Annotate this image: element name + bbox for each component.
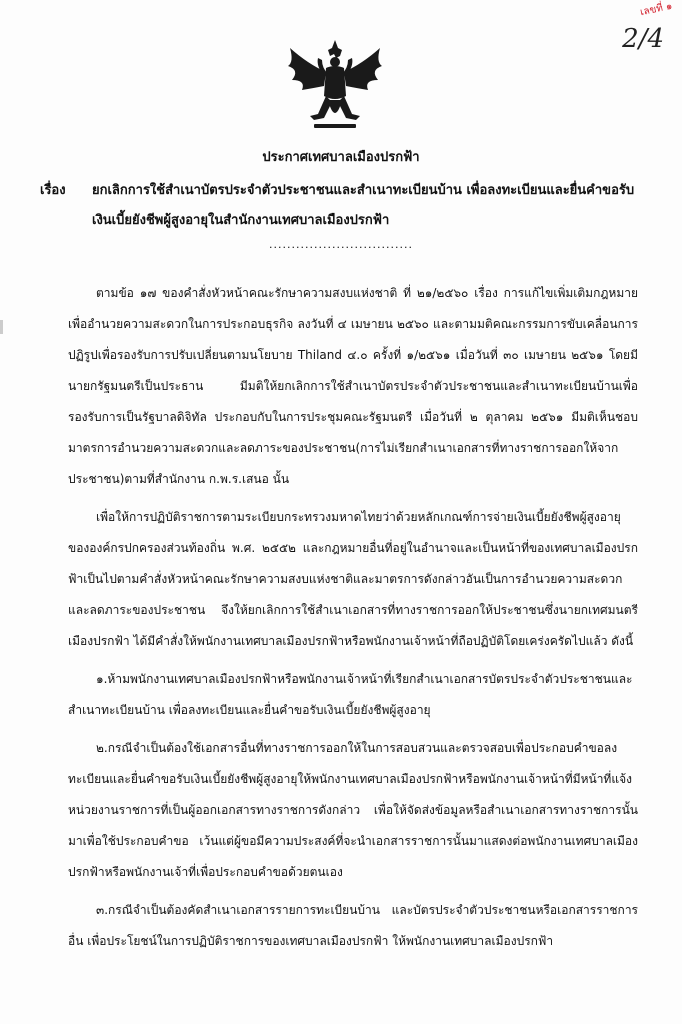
separator-dots: ................................ <box>269 238 413 251</box>
announcement-title: ประกาศเทศบาลเมืองปรกฟ้า <box>262 150 420 165</box>
paragraph-item-3: ๓.กรณีจำเป็นต้องคัดสำเนาเอกสารรายการทะเบียนบ้าน และบัตรประจำตัวประชาชนหรือเอกสารราชการอื่น เพื่อประโยชน์ในการปฏิบัติราชการของเทศบาลเมืองปรกฟ้า ให้พนักงานเทศบาลเมืองปรกฟ้า <box>68 903 638 948</box>
document-body <box>68 278 638 957</box>
paragraph-item-1: ๑.ห้ามพนักงานเทศบาลเมืองปรกฟ้าหรือพนักงานเจ้าหน้าที่เรียกสำเนาเอกสารบัตรประจำตัวประชาชนและสำเนาทะเบียนบ้าน เพื่อลงทะเบียนและยื่นคำขอรับเงินเบี้ยยังชีพผู้สูงอายุ <box>68 672 633 717</box>
handwritten-corner-note: เลขที่ ๑ <box>638 0 673 19</box>
garuda-emblem-icon <box>280 36 390 136</box>
paragraph-purpose: เพื่อให้การปฏิบัติราชการตามระเบียบกระทรวงมหาดไทยว่าด้วยหลักเกณฑ์การจ่ายเงินเบี้ยยังชีพผู้สูงอายุขององค์กรปกครองส่วนท้องถิ่น พ.ศ. ๒๕๕๒ และกฎหมายอื่นที่อยู่ในอำนาจและเป็นหน้าที่ของเทศบาลเมืองปรกฟ้าเป็นไปตามคำสั่งหัวหน้าคณะรักษาความสงบแห่งชาติและมาตรการดังกล่าวอันเป็นการอำนวยความสะดวกและลดภาระของประชาชน จึงให้ยกเลิกการใช้สำเนาเอกสารที่ทางราชการออกให้ประชาชนซึ่งนายกเทศมนตรีเมืองปรกฟ้า ได้มีคำสั่งให้พนักงานเทศบาลเมืองปรกฟ้าหรือพนักงานเจ้าหน้าที่ถือปฏิบัติโดยเคร่งครัดไปแล้ว ดังนี้ <box>68 510 638 648</box>
subject-text: ยกเลิกการใช้สำเนาบัตรประจำตัวประชาชนและสำเนาทะเบียนบ้าน เพื่อลงทะเบียนและยื่นคำขอรับเงินเบี้ยยังชีพผู้สูงอายุในสำนักงานเทศบาลเมืองปรกฟ้า <box>92 183 635 228</box>
margin-mark <box>0 320 3 334</box>
subject-label: เรื่อง <box>40 183 66 198</box>
paragraph-intro: ตามข้อ ๑๗ ของคำสั่งหัวหน้าคณะรักษาความสงบแห่งชาติ ที่ ๒๑/๒๕๖๐ เรื่อง การแก้ไขเพิ่มเติมกฎหมายเพื่ออำนวยความสะดวกในการประกอบธุรกิจ ลงวันที่ ๔ เมษายน ๒๕๖๐ และตามมติคณะกรรมการขับเคลื่อนการปฏิรูปเพื่อรองรับการปรับเปลี่ยนตามนโยบาย Thiland ๔.๐ ครั้งที่ ๑/๒๕๖๑ เมื่อวันที่ ๓๐ เมษายน ๒๕๖๑ โดยมีนายกรัฐมนตรีเป็นประธาน มีมติให้ยกเลิกการใช้สำเนาบัตรประจำตัวประชาชนและสำเนาทะเบียนบ้านเพื่อรองรับการเป็นรัฐบาลดิจิทัล ประกอบกับในการประชุมคณะรัฐมนตรี เมื่อวันที่ ๒ ตุลาคม ๒๕๖๑ มีมติเห็นชอบมาตรการอำนวยความสะดวกและลดภาระของประชาชน(การไม่เรียกสำเนาเอกสารที่ทางราชการออกให้จากประชาชน)ตามที่สำนักงาน ก.พ.ร.เสนอ นั้น <box>68 286 638 486</box>
paragraph-item-2: ๒.กรณีจำเป็นต้องใช้เอกสารอื่นที่ทางราชการออกให้ในการสอบสวนและตรวจสอบเพื่อประกอบคำขอลงทะเบียนและยื่นคำขอรับเงินเบี้ยยังชีพผู้สูงอายุให้พนักงานเทศบาลเมืองปรกฟ้าหรือพนักงานเจ้าหน้าที่มีหน้าที่แจ้งหน่วยงานราชการที่เป็นผู้ออกเอกสารทางราชการดังกล่าว เพื่อให้จัดส่งข้อมูลหรือสำเนาเอกสารทางราชการนั้นมาเพื่อใช้ประกอบคำขอ เว้นแต่ผู้ขอมีความประสงค์ที่จะนำเอกสารราชการนั้นมาแสดงต่อพนักงานเทศบาลเมืองปรกฟ้าหรือพนักงานเจ้าที่เพื่อประกอบคำขอด้วยตนเอง <box>68 741 638 879</box>
page-number: 2/4 <box>622 24 664 54</box>
